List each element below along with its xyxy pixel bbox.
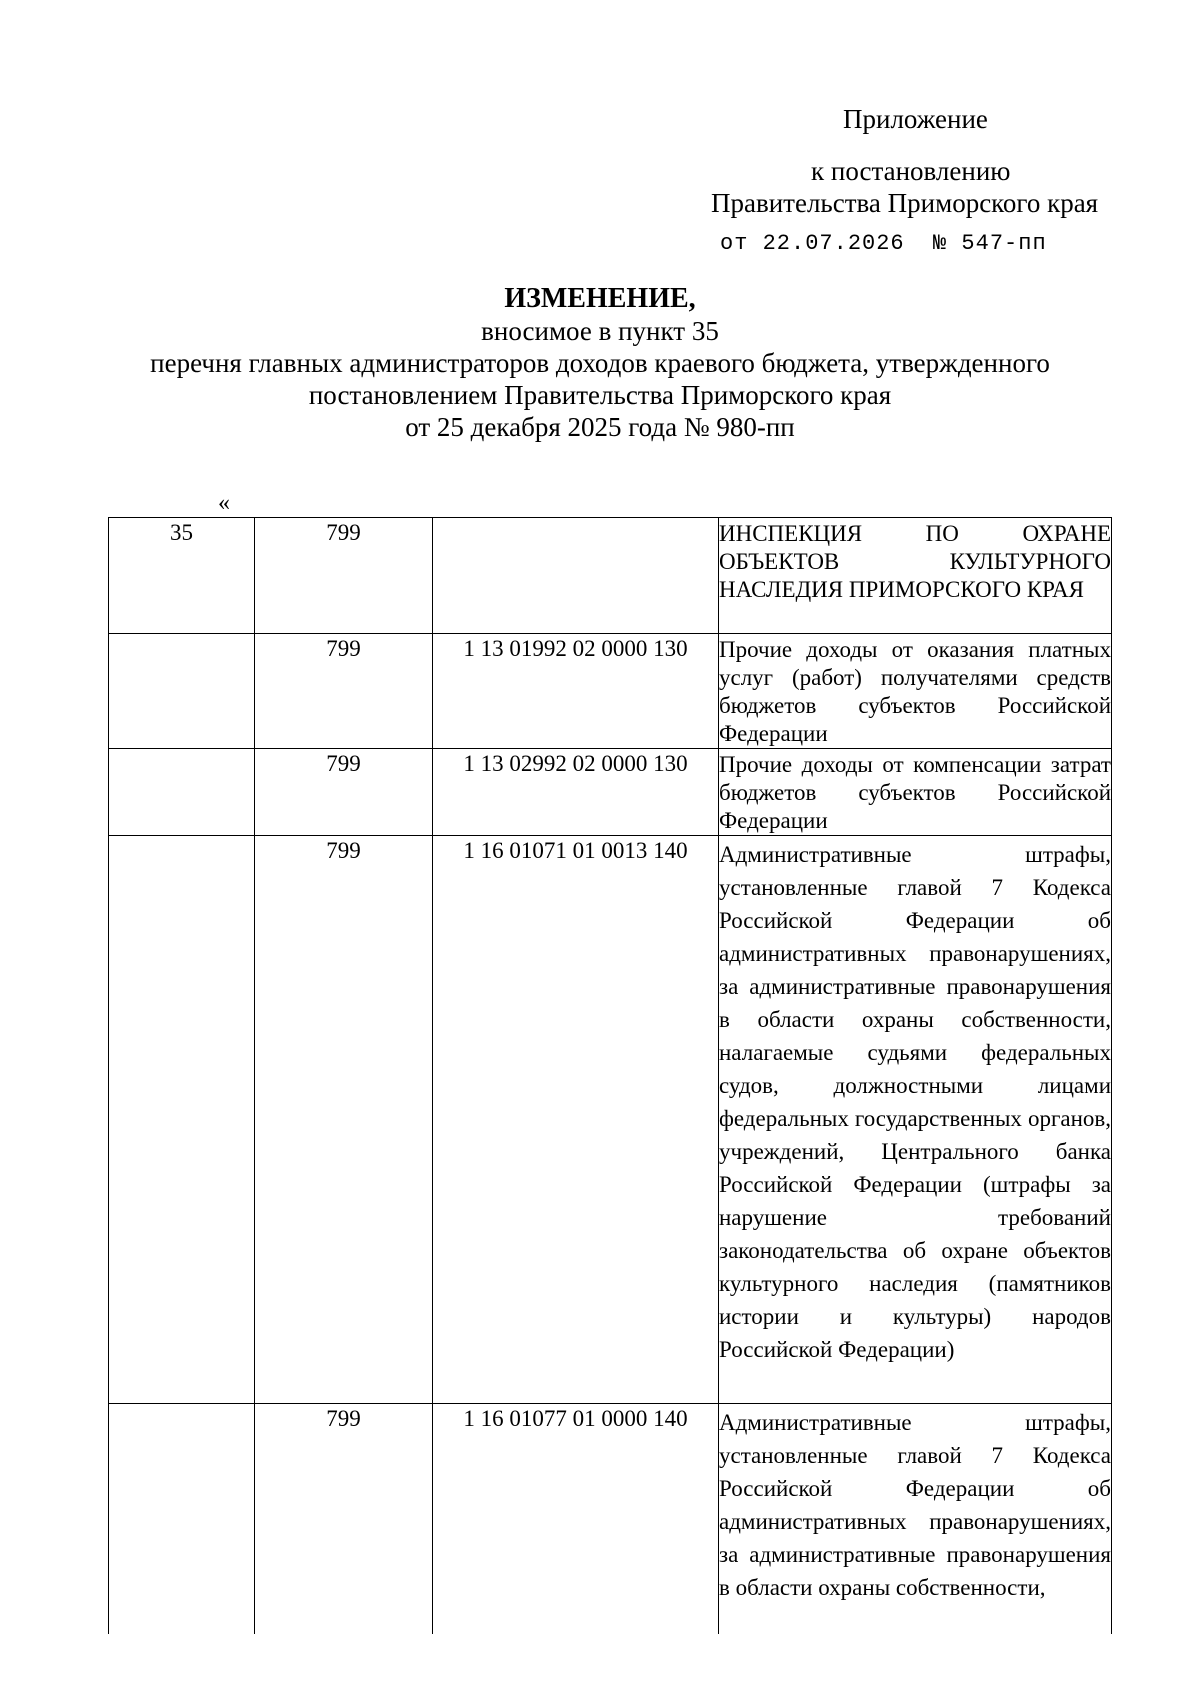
revenue-name: Административные штрафы, установленные главой 7 Кодекса Российской Федерации об административных правонарушениях, за административные правонарушения в области охраны собственности, — [719, 1404, 1112, 1634]
admin-code: 799 — [255, 1404, 433, 1634]
row-number: 35 — [109, 518, 255, 634]
row-number — [109, 836, 255, 1404]
revenue-name: ИНСПЕКЦИЯ ПО ОХРАНЕ ОБЪЕКТОВ КУЛЬТУРНОГО НАСЛЕДИЯ ПРИМОРСКОГО КРАЯ — [719, 518, 1112, 634]
heading-title: ИЗМЕНЕНИЕ, — [504, 283, 696, 314]
appendix-line-2: Правительства Приморского края — [711, 188, 1099, 218]
admin-code: 799 — [255, 836, 433, 1404]
revenue-code — [433, 518, 719, 634]
opening-quote: « — [218, 490, 230, 516]
revenue-code: 1 13 01992 02 0000 130 — [433, 634, 719, 749]
revenue-name: Прочие доходы от компенсации затрат бюджетов субъектов Российской Федерации — [719, 749, 1112, 836]
revenue-name: Административные штрафы, установленные главой 7 Кодекса Российской Федерации об административных правонарушениях, за административные правонарушения в области охраны собственности, налагаемые судьями федеральных судов, должностными лицами федеральных государственных органов, учреждений, Центрального банка Российской Федерации (штрафы за нарушение требований законодательства об охране объектов культурного наследия (памятников истории и культуры) народов Российской Федерации) — [719, 836, 1112, 1404]
table-row — [109, 749, 1112, 836]
table-row — [109, 634, 1112, 749]
revenue-name: Прочие доходы от оказания платных услуг (работ) получателями средств бюджетов субъектов Российской Федерации — [719, 634, 1112, 749]
admin-code: 799 — [255, 634, 433, 749]
appendix-line-1: к постановлению — [811, 156, 1011, 186]
table-row — [109, 836, 1112, 1404]
row-number — [109, 634, 255, 749]
revenue-code: 1 13 02992 02 0000 130 — [433, 749, 719, 836]
revenue-administrators-table — [108, 517, 1112, 1634]
heading-line-3: постановлением Правительства Приморского края — [308, 380, 892, 410]
revenue-code: 1 16 01071 01 0013 140 — [433, 836, 719, 1404]
table-row — [109, 518, 1112, 634]
document-heading — [100, 283, 1100, 443]
heading-line-4: от 25 декабря 2025 года № 980-пп — [405, 412, 795, 442]
row-number — [109, 749, 255, 836]
appendix-title: Приложение — [843, 104, 988, 134]
table-row — [109, 1404, 1112, 1634]
admin-code: 799 — [255, 749, 433, 836]
heading-line-2: перечня главных администраторов доходов краевого бюджета, утвержденного — [150, 348, 1050, 378]
revenue-code: 1 16 01077 01 0000 140 — [433, 1404, 719, 1634]
admin-code: 799 — [255, 518, 433, 634]
appendix-date: от 22.07.2026 № 547-пп — [720, 231, 1047, 256]
heading-line-1: вносимое в пункт 35 — [481, 316, 719, 346]
row-number — [109, 1404, 255, 1634]
